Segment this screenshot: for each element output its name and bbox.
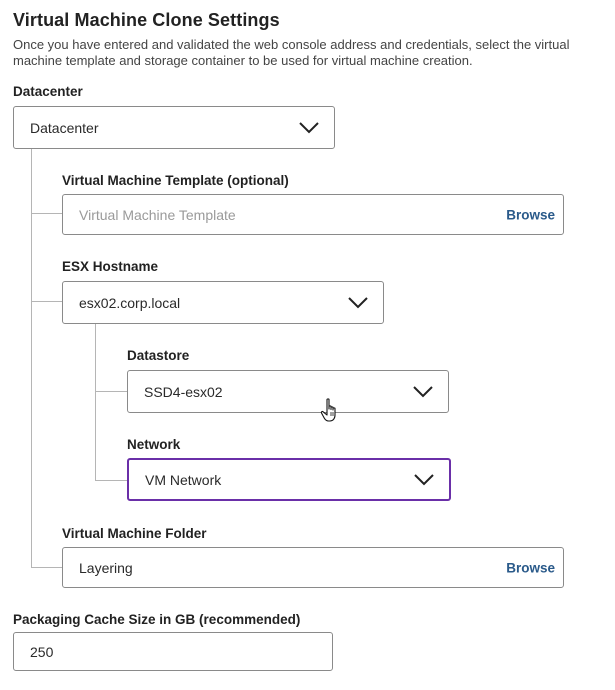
page-description: Once you have entered and validated the web console address and credentials, select the virtual machine template and storage container to be used for virtual machine creation.: [13, 37, 570, 68]
cache-size-input[interactable]: [13, 632, 333, 671]
network-select[interactable]: [127, 458, 451, 501]
esx-hostname-label: ESX Hostname: [62, 259, 159, 274]
datacenter-select-value: Datacenter: [30, 119, 99, 136]
tree-line-esx-branch: [31, 301, 62, 302]
vm-template-browse-button[interactable]: Browse: [506, 207, 555, 222]
vm-folder-browse-button[interactable]: Browse: [506, 560, 555, 575]
vm-template-field[interactable]: [62, 194, 564, 235]
network-select-value: VM Network: [145, 471, 222, 488]
chevron-down-icon: [413, 473, 435, 487]
datacenter-label: Datacenter: [13, 84, 83, 99]
tree-line-datastore-branch: [95, 391, 128, 392]
esx-hostname-select[interactable]: [62, 281, 384, 324]
vm-folder-field[interactable]: [62, 547, 564, 588]
tree-line-level1-vertical: [31, 148, 32, 568]
tree-line-level2-vertical: [95, 323, 96, 480]
chevron-down-icon: [412, 385, 434, 399]
datacenter-select[interactable]: [13, 106, 335, 149]
cache-size-value: 250: [30, 643, 54, 660]
vm-folder-label: Virtual Machine Folder: [62, 526, 207, 541]
datastore-select[interactable]: [127, 370, 449, 413]
tree-line-template-branch: [31, 213, 62, 214]
page-title: Virtual Machine Clone Settings: [13, 10, 280, 30]
network-label: Network: [127, 437, 181, 452]
datastore-select-value: SSD4-esx02: [144, 383, 223, 400]
tree-line-network-branch: [95, 480, 128, 481]
esx-hostname-select-value: esx02.corp.local: [79, 294, 181, 311]
chevron-down-icon: [298, 121, 320, 135]
vm-template-placeholder: Virtual Machine Template: [79, 206, 236, 223]
vm-template-label: Virtual Machine Template (optional): [62, 173, 289, 188]
hand-pointer-cursor-icon: [320, 398, 340, 424]
datastore-label: Datastore: [127, 348, 190, 363]
chevron-down-icon: [347, 296, 369, 310]
tree-line-folder-branch: [31, 567, 62, 568]
cache-size-label: Packaging Cache Size in GB (recommended): [13, 612, 301, 627]
vm-folder-value: Layering: [79, 559, 133, 576]
